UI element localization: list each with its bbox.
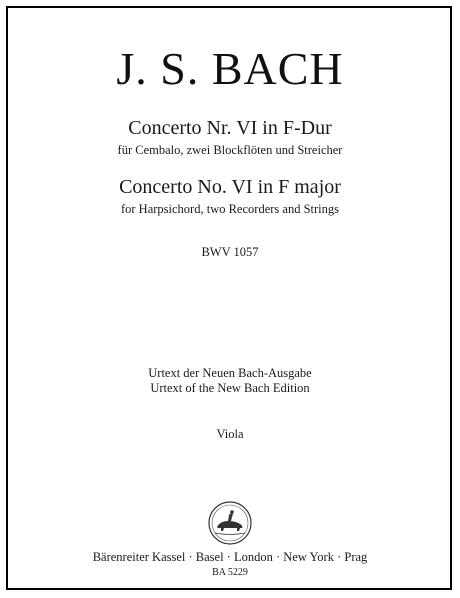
edition-number: BA 5229 — [212, 567, 248, 578]
bwv-number: BWV 1057 — [201, 245, 259, 259]
scoring-english: for Harpsichord, two Recorders and Strings — [120, 202, 339, 216]
publisher-imprint: Bärenreiter Kassel · Basel · London · New York · Prag — [92, 550, 368, 564]
baerenreiter-bear-logo-icon — [207, 500, 253, 546]
instrument-part-label: Viola — [216, 427, 244, 441]
work-title-german: Concerto Nr. VI in F-Dur — [128, 117, 332, 139]
urtext-label-english: Urtext of the New Bach Edition — [150, 381, 310, 395]
work-title-english: Concerto No. VI in F major — [119, 176, 341, 198]
scoring-german: für Cembalo, zwei Blockflöten und Streicher — [117, 143, 343, 157]
composer-name: J. S. BACH — [116, 43, 344, 94]
urtext-label-german: Urtext der Neuen Bach-Ausgabe — [148, 366, 312, 380]
